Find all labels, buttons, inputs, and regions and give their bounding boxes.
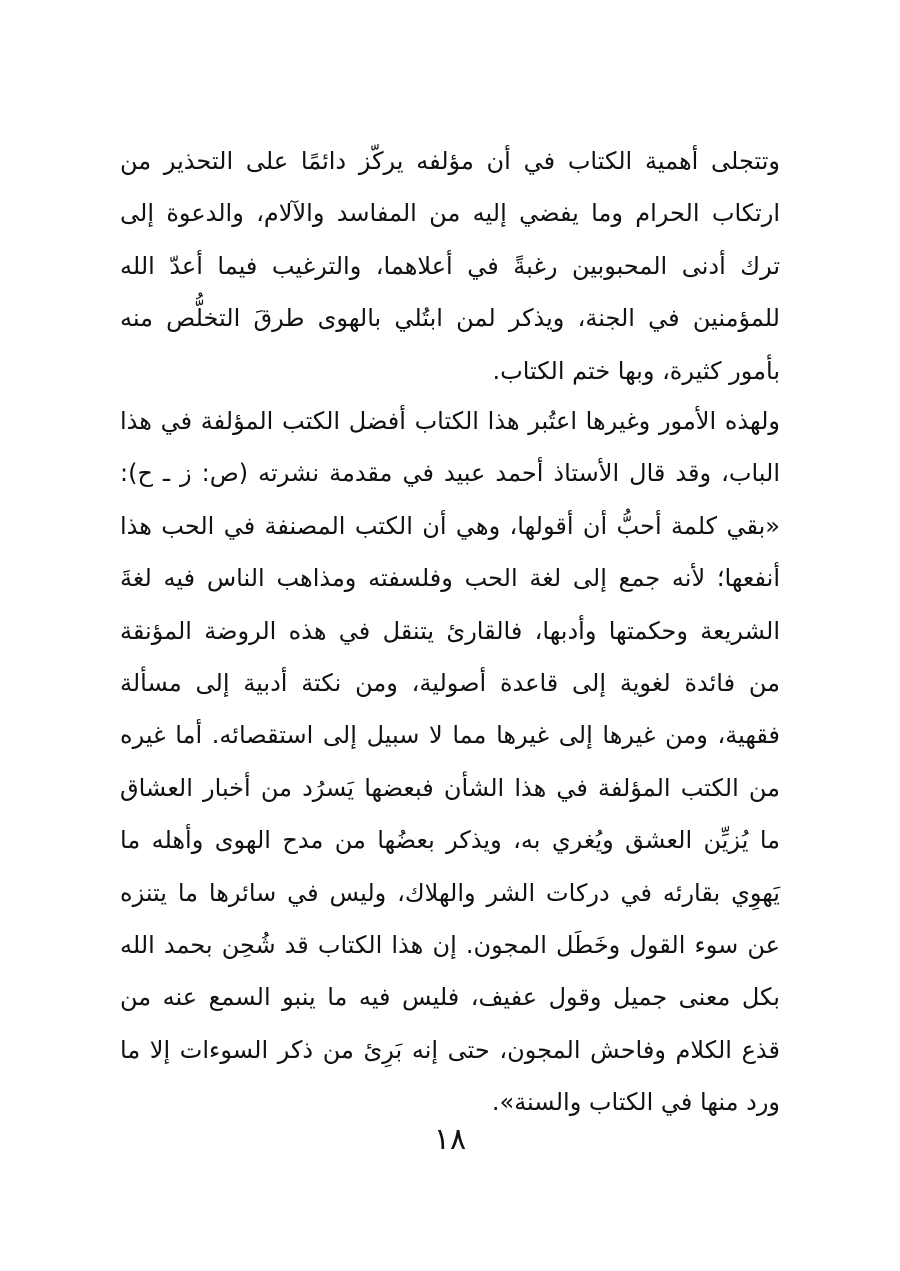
paragraph-importance: وتتجلى أهمية الكتاب في أن مؤلفه يركّز دائمًا على التحذير من ارتكاب الحرام وما يفضي إليه من المفاسد والآلام، والدعوة إلى ترك أدنى المحبوبين رغبةً في أعلاهما، والترغيب فيما أعدّ الله للمؤمنين في الجنة، ويذكر لمن ابتُلي بالهوى طرقَ التخلُّص منه بأمور كثيرة، وبها ختم الكتاب. — [120, 147, 780, 385]
page-number: ١٨ — [433, 1122, 467, 1157]
paragraph-quotation: ولهذه الأمور وغيرها اعتُبر هذا الكتاب أفضل الكتب المؤلفة في هذا الباب، وقد قال الأستاذ أحمد عبيد في مقدمة نشرته (ص: ز ـ ح): «بقي كلمة أحبُّ أن أقولها، وهي أن الكتب المصنفة في الحب هذا أنفعها؛ لأنه جمع إلى لغة الحب وفلسفته ومذاهب الناس فيه لغةَ الشريعة وحكمتها وأدبها، فالقارئ يتنقل في هذه الروضة المؤنقة من فائدة لغوية إلى قاعدة أصولية، ومن نكتة أدبية إلى مسألة فقهية، ومن غيرها إلى غيرها مما لا سبيل إلى استقصائه. أما غيره من الكتب المؤلفة في هذا الشأن فبعضها يَسرُد من أخبار العشاق ما يُزيِّن العشق ويُغري به، ويذكر بعضُها من مدح الهوى وأهله ما يَهوِي بقارئه في دركات الشر والهلاك، وليس في سائرها ما يتنزه عن سوء القول وخَطَل المجون. إن هذا الكتاب قد شُحِن بحمد الله بكل معنى جميل وقول عفيف، فليس فيه ما ينبو السمع عنه من قذع الكلام وفاحش المجون، حتى إنه بَرِئ من ذكر السوءات إلا ما ورد منها في الكتاب والسنة». — [120, 407, 780, 1117]
